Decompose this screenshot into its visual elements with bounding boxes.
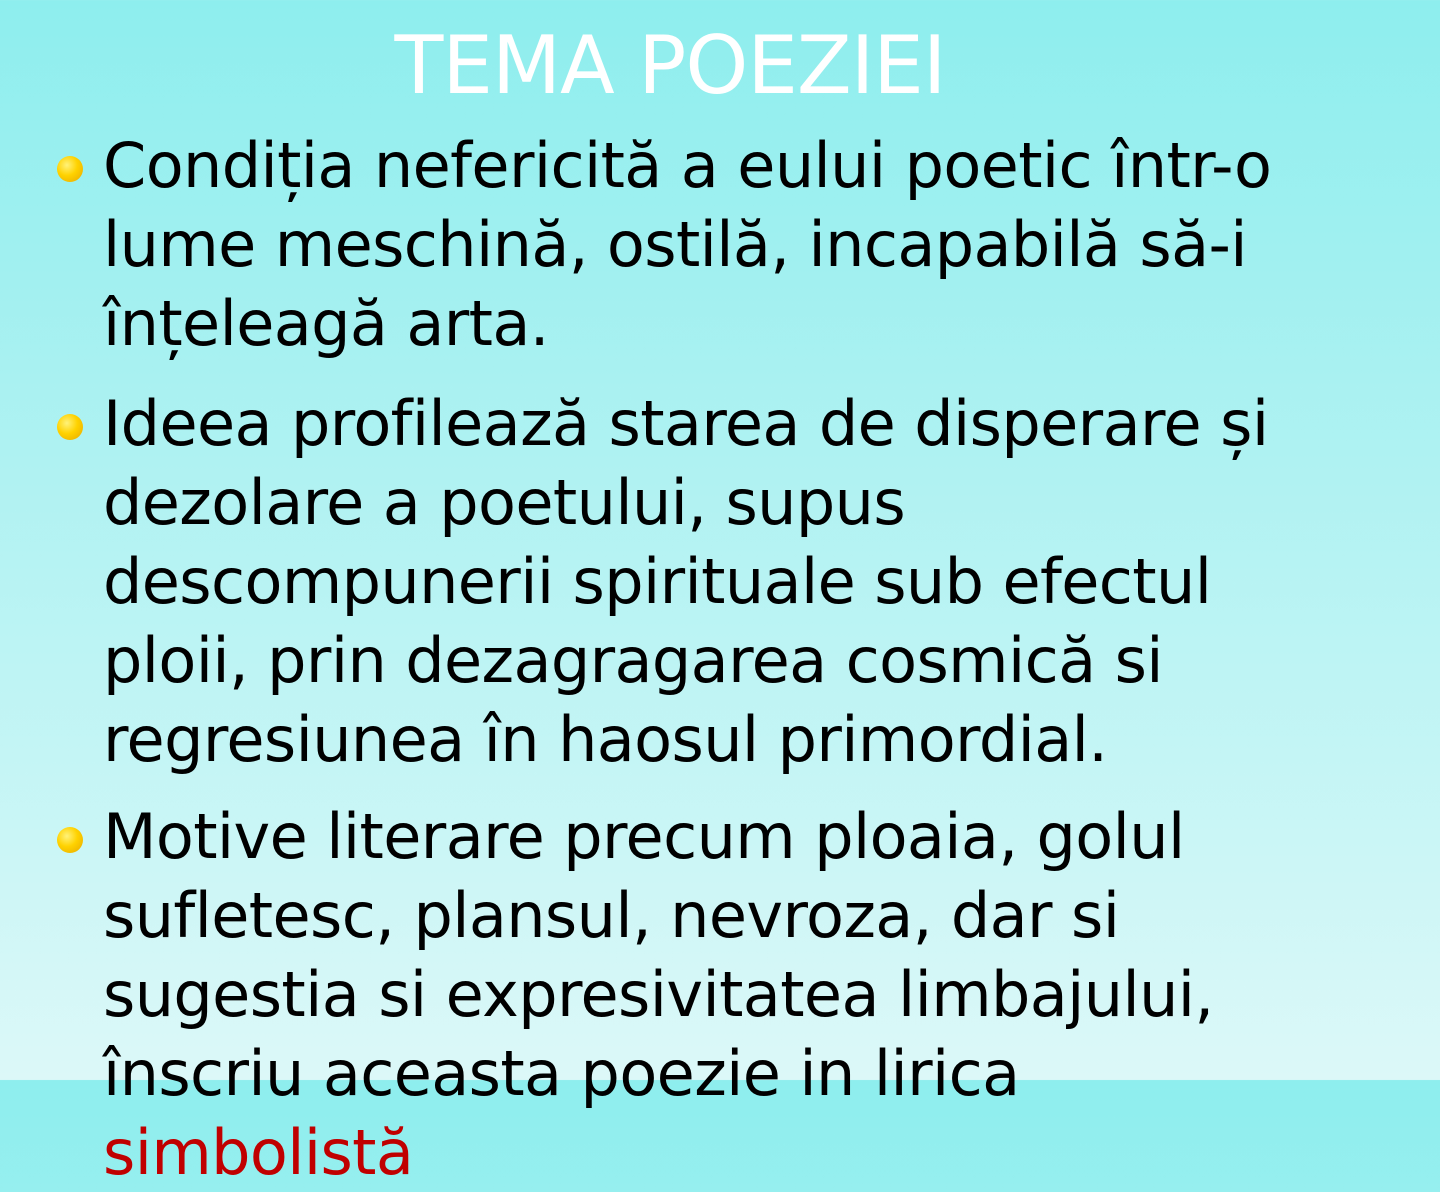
bullet-text: Condiția nefericită a eului poetic într-o lume meschină, ostilă, incapabilă să-i înțeleagă arta. — [103, 129, 1272, 360]
bullet-dot-icon — [57, 827, 83, 853]
bullet-dot-icon — [57, 156, 83, 182]
bullet-item — [103, 797, 1343, 1192]
bullet-dot-icon — [57, 414, 83, 440]
bullet-text: Ideea profilează starea de disperare și dezolare a poetului, supus descompunerii spirituale sub efectul ploii, prin dezagragarea cosmică si regresiunea în haosul primordial. — [103, 387, 1269, 776]
bullet-item — [103, 384, 1343, 779]
slide-title: TEMA POEZIEI — [394, 19, 946, 112]
bullet-item — [103, 126, 1343, 363]
highlighted-term: simbolistă — [103, 1116, 414, 1189]
bullet-text: Motive literare precum ploaia, golul sufletesc, plansul, nevroza, dar si sugestia si expresivitatea limbajului, înscriu aceasta poezie in lirica — [103, 800, 1214, 1110]
